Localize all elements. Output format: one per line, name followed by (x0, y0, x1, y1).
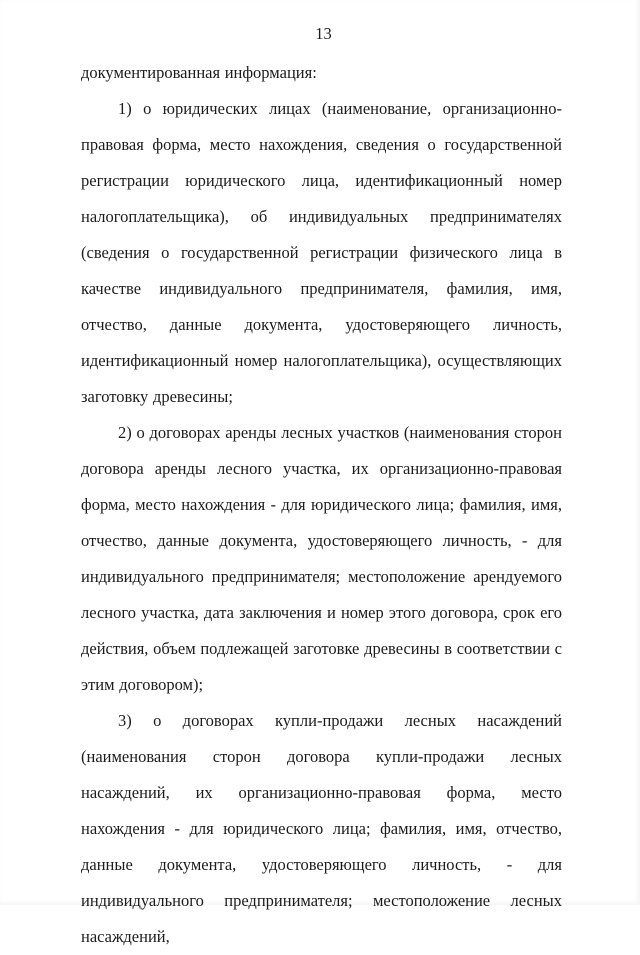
paragraph-intro: документированная информация: (81, 63, 317, 82)
page-number: 13 (315, 24, 332, 43)
document-body (81, 55, 562, 955)
paragraph-item-3: 3) о договорах купли-продажи лесных насаждений (наименования сторон договора купли-продажи лесных насаждений, их организационно-правовая форма, место нахождения - для юридического лица; фамилия, имя, отчество, данные документа, удостоверяющего личность, - для индивидуального предпринимателя; местоположение лесных насаждений, (81, 711, 562, 946)
paragraph-item-1: 1) о юридических лицах (наименование, организационно-правовая форма, место нахождения, сведения о государственной регистрации юридического лица, идентификационный номер налогоплательщика), об индивидуальных предпринимателях (сведения о государственной регистрации физического лица в качестве индивидуального предпринимателя, фамилия, имя, отчество, данные документа, удостоверяющего личность, идентификационный номер налогоплательщика), осуществляющих заготовку древесины; (81, 99, 562, 406)
paragraph-item-2: 2) о договорах аренды лесных участков (наименования сторон договора аренды лесного участка, их организационно-правовая форма, место нахождения - для юридического лица; фамилия, имя, отчество, данные документа, удостоверяющего личность, - для индивидуального предпринимателя; местоположение арендуемого лесного участка, дата заключения и номер этого договора, срок его действия, объем подлежащей заготовке древесины в соответствии с этим договором); (81, 423, 562, 694)
